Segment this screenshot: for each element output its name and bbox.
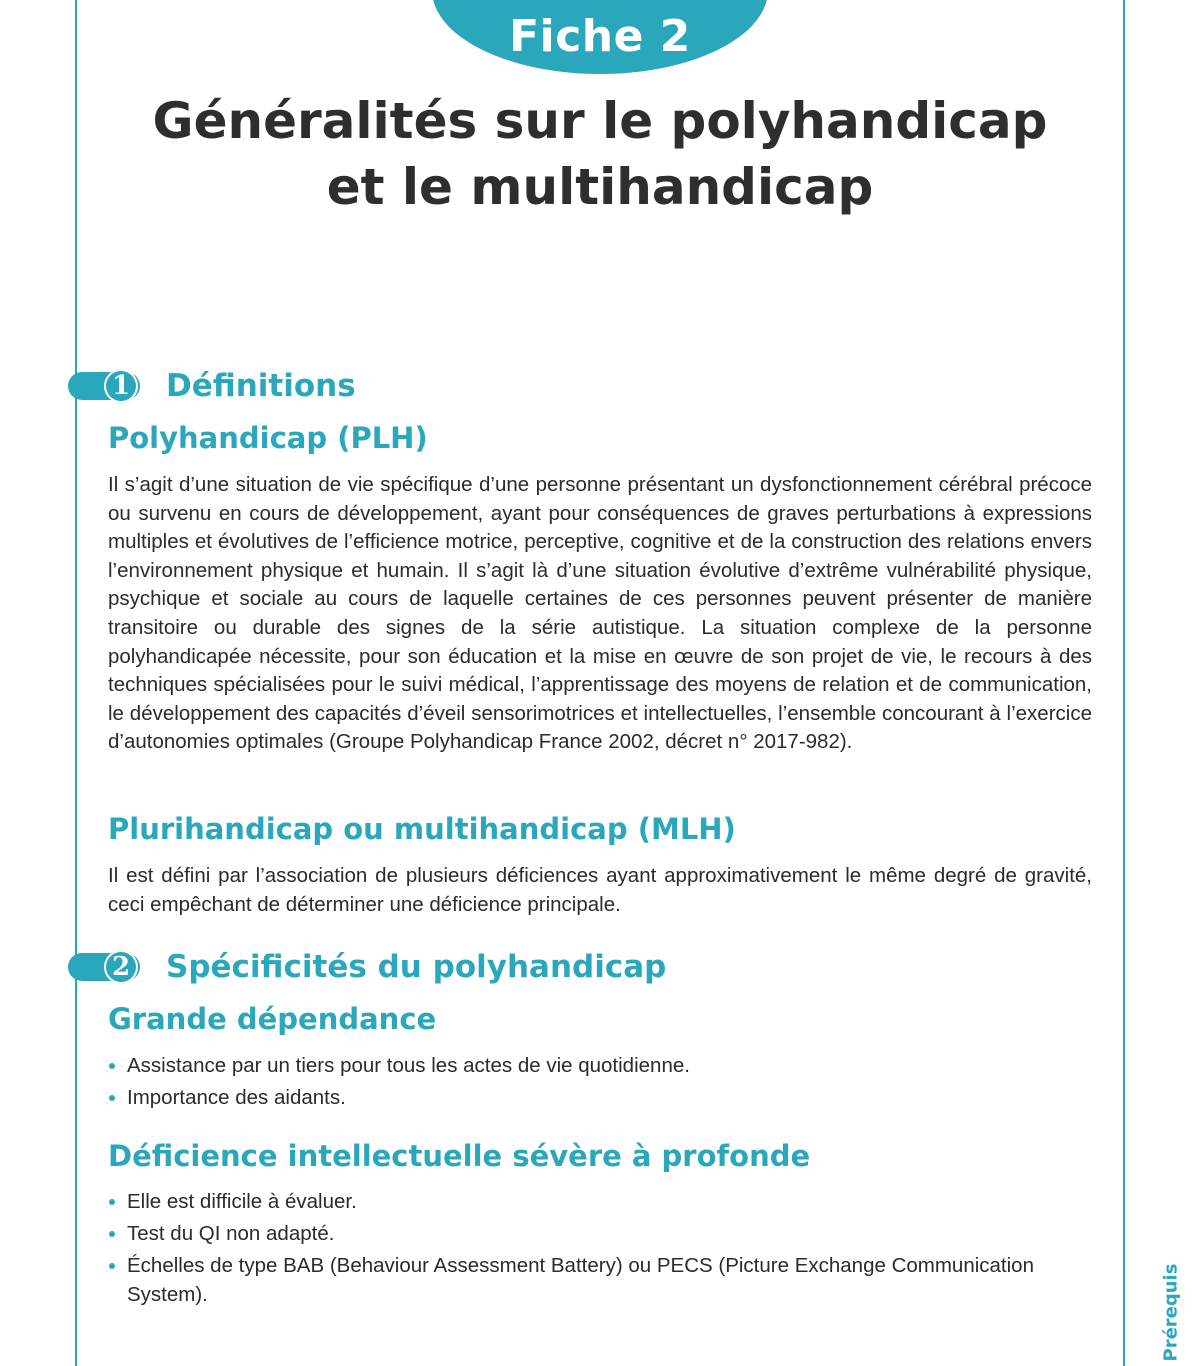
section-1-title: Définitions [166, 368, 356, 404]
bullet-dot-icon [109, 1263, 115, 1269]
page-title-line-1: Généralités sur le polyhandicap [152, 92, 1048, 150]
section-1-marker [68, 372, 140, 400]
bullet-dot-icon [109, 1231, 115, 1237]
left-margin-rule [75, 0, 77, 1366]
list-item [108, 1083, 1092, 1112]
subsection-dependance-title: Grande dépendance [108, 1002, 437, 1036]
fiche-label-tab [432, 0, 768, 74]
subsection-multihandicap-title: Plurihandicap ou multihandicap (MLH) [108, 812, 736, 846]
list-item-text: Importance des aidants. [127, 1086, 346, 1109]
side-tab-label: Prérequis [1160, 1263, 1182, 1362]
side-tab-prerequis [1150, 1260, 1182, 1366]
subsection-polyhandicap-title: Polyhandicap (PLH) [108, 421, 428, 455]
dependance-bullet-list [108, 1051, 1092, 1115]
section-1-heading [68, 369, 356, 403]
polyhandicap-definition-text: Il s’agit d’une situation de vie spécifique d’une personne présentant un dysfonctionnement cérébral précoce ou survenu en cours de développement, ayant pour conséquences de graves perturbations à expressions multiples et évolutives de l’efficience motrice, perceptive, cognitive et de la construction des relations envers l’environnement physique et humain. Il s’agit là d’une situation évolutive d’extrême vulnérabilité physique, psychique et sociale au cours de laquelle certaines de ces personnes peuvent présenter de manière transitoire ou durable des signes de la série autistique. La situation complexe de la personne polyhandicapée nécessite, pour son éducation et la mise en œuvre de son projet de vie, le recours à des techniques spécialisées pour le suivi médical, l’apprentissage des moyens de relation et de communication, le développement des capacités d’éveil sensorimotrices et intellectuelles, l’ensemble concourant à l’exercice d’autonomies optimales (Groupe Polyhandicap France 2002, décret n° 2017-982). [108, 473, 1092, 754]
list-item [108, 1187, 1092, 1216]
section-2-title: Spécificités du polyhandicap [166, 949, 667, 985]
bullet-dot-icon [109, 1095, 115, 1101]
list-item-text: Elle est difficile à évaluer. [127, 1190, 357, 1213]
list-item [108, 1051, 1092, 1080]
right-margin-rule [1123, 0, 1125, 1366]
subsection-deficience-title: Déficience intellectuelle sévère à profonde [108, 1139, 811, 1173]
page-title [80, 88, 1120, 220]
multihandicap-definition-text: Il est défini par l’association de plusieurs déficiences ayant approximativement le même degré de gravité, ceci empêchant de déterminer une déficience principale. [108, 864, 1092, 916]
deficience-bullet-list [108, 1187, 1092, 1312]
bullet-dot-icon [109, 1063, 115, 1069]
list-item [108, 1219, 1092, 1248]
section-1-number: 1 [104, 369, 138, 403]
list-item-text: Assistance par un tiers pour tous les actes de vie quotidienne. [127, 1054, 690, 1077]
bullet-dot-icon [109, 1199, 115, 1205]
section-2-heading [68, 950, 666, 984]
list-item-text: Test du QI non adapté. [127, 1222, 335, 1245]
list-item-text: Échelles de type BAB (Behaviour Assessment Battery) ou PECS (Picture Exchange Communication System). [127, 1254, 1034, 1306]
fiche-label: Fiche 2 [509, 10, 691, 62]
section-2-number: 2 [104, 950, 138, 984]
page-title-line-2: et le multihandicap [326, 158, 874, 216]
section-2-marker [68, 953, 140, 981]
list-item [108, 1251, 1092, 1309]
